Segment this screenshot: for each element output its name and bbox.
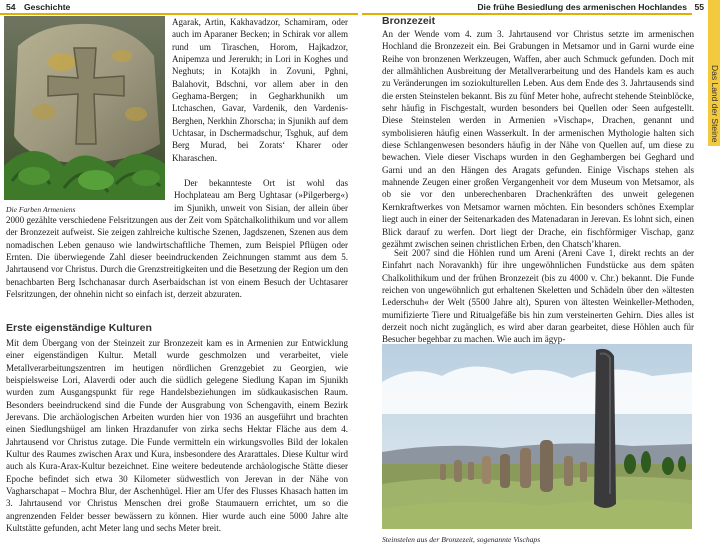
left-running-head: Geschichte <box>24 2 71 12</box>
left-page-number: 54 <box>6 2 16 12</box>
thumb-tab-label <box>708 65 720 215</box>
left-ughtasar-block <box>6 177 348 300</box>
left-ughtasar-paragraph: Der bekannteste Ort ist wohl das Hochplateau am Berg Ughtasar (»Pilgerberg«) im Sjunikh, unweit von Sisian, der allein über 2000 gezählte verschiedene Felsritzungen aus der Zeit vom Spätchalkolithikum und vor allem der Bronzezeit aufweist. Sie zeigen zahlreiche kultische Szenen, Jagdszenen, Szenen aus dem nomadischen Leben genauso wie landwirtschaftliche Themen, zum Beispiel Pflügen oder Ernten. Die überwiegende Zahl dieser beeindruckenden Zeichnungen stammt aus dem 5. Jahrtausend vor Christus. Durch die Grenzstreitigkeiten und die Besetzung der Region um den benachbarten Berg Ischchanasar durch Aserbaidschan ist von einem Besuch der Uchtasarer Felsritzungen, der ohnehin nicht so einfach ist, derzeit abzuraten. <box>6 178 348 300</box>
left-section-paragraph: Mit dem Übergang von der Steinzeit zur Bronzezeit kam es in Armenien zur Entwicklung einer eigenständigen Kultur. Metall wurde geschmolzen und verarbeitet, viele Metallverarbeitungszentren im heutigen nördlichen Grenzgebiet zu Georgien, wie beispielsweise Lori, Alaverdi oder auch die südlich gelegene Siedlung Kapan im Sjunikh wurden zum Ausgangspunkt für rege Handelsbeziehungen im südkaukasischen Raum. Besonders beeindruckend sind die Funde der Ausgrabung von Schengavith, einem Bezirk Jerevans. Die archäologischen Arbeiten wurden hier von 1936 an ausgeführt und brachten einen Siedlungshügel am linken Hrazdanufer von zirka sechs Hektar Fläche aus dem 4. Jahrtausend vor Christus zutage. Die Funde vermitteln ein wirkungsvolles Bild der lokalen Kultur des Raumes zwischen Arax und Kura, insbesondere des Ararattales. Diese Kultur wird auch als Kura-Arax-Kultur bezeichnet. Eine weitere bedeutende archäologische Stätte dieser Epoche befindet sich etwa 30 Kilometer südwestlich von Jerevan in der Nähe von Vagharschapat – Mochra Blur, der Aschenhügel. Hier am Ufer des Flusses Khasach hatten im 3. Jahrtausend vor Christus Menschen drei große Staumauern errichtet, um so die angrenzenden Felder besser bewässern zu können. Hier wurde auch eine 5000 Jahre alte Kultstätte gefunden, acht Meter lang und sechs Meter breit. <box>6 338 348 534</box>
khachkar-photo <box>4 16 165 200</box>
right-header <box>360 0 720 13</box>
left-header <box>0 0 360 13</box>
thumb-tab-text: Das Land der Steine <box>710 65 720 143</box>
vishap-photo <box>382 344 692 529</box>
right-section-heading: Bronzezeit <box>382 15 436 27</box>
right-running-head: Die frühe Besiedlung des armenischen Hochlandes <box>477 2 687 12</box>
right-page <box>360 0 720 548</box>
right-paragraph-1: An der Wende vom 4. zum 3. Jahrtausend vor Christus setzte im armenischen Hochland die Bronzezeit ein. Bei Grabungen in Metsamor und in Garni wurde eine Reihe von bronzenen Werkzeugen, Waffen, aber auch Schmuck gefunden. Doch mit der allmählichen Ausbreitung der Metallverarbeitung und des Handels kam es auch zu Veränderungen im soziokulturellen Leben. Aus dem Ende des 3. Jahrtausends sind die ersten Steinstelen bekannt. Bis zu fünf Meter hohe, aufrecht stehende Steinblöcke, sehr häufig in Fischgestalt, wurden besonders bei Quellen oder Seen aufgestellt. Diese Steinstelen werden in Armenien »Vischap«, Drachen, genannt und symbolisieren häufig einen Wasserkult. In der armenischen Mythologie halten sich diese Schlangenwesen besonders häufig in der Nähe von Quellen auf, um diese zu bewachen. Viele dieser Vischaps wurden in den Geghambergen bei Geghard und Garni und an den Hängen des Aragats gefunden. Einige Vischaps stehen als mahnende Zeugen einer großen Vergangenheit vor dem Museum von Metsamor, als ob sie vor den unberechenbaren Drachenkräften des unweit gelegenen Kernkraftwerkes von Metsamor warnen möchten. Ein besonders schönes Exemplar liegt auch in einer der Seitenarkaden des Matenadaran in Jerevan. Es lohnt sich, einen Blick darauf zu werfen. Dort liegt der Drache, ein fischförmiger Vischap, ganz gezähmt zwischen seinen christlichen Erben, den Chatsch’kharen. <box>382 29 694 249</box>
left-header-rule <box>0 13 358 15</box>
left-intro-paragraph: Agarak, Artin, Kakhavadzor, Schamiram, oder auch im Aparaner Becken; in Schirak vor allem rund um Tiraschen, Horom, Hajkadzor, Anipemza und Jererukh; in Lori in Koghes und Neghuts; in Kotajkh in Zovuni, Pghni, Balahovit, Bdschni, vor allem aber in den Geghama-Bergen; in Gegharkhunikh um Ltchaschen, Gavar, Vardenik, den Vardenis-Berghen, Nerkhin Zhorscha; in Sjunikh auf dem Uchtasar, in Dschermadschur, Tsghuk, auf dem Berg Murad, bei Zorats‘ Kharer oder Kharaschen. <box>172 17 348 163</box>
right-page-number: 55 <box>694 2 704 12</box>
left-figure-caption: Die Farben Armeniens <box>6 205 76 214</box>
right-paragraph-2: Seit 2007 sind die Höhlen rund um Areni (Areni Cave 1, direkt rechts an der Einfahrt nach Noravankh) für ihre ungewöhnlichen Fundstücke aus dem späten Chalkolithikum und der frühen Bronzezeit (bis zu 4000 v. Chr.) bekannt. Die Funde reichen von ungewöhnlich gut erhaltenen Skeletten und Schädeln über den »ältesten Lederschuh« der Welt (5500 Jahre alt), Spuren von ältesten Weinkeller-Methoden, mumifizierte Tiere und Ritualgefäße bis hin zum versteinerten Gehirn. Dies alles ist derzeit noch nicht zugänglich, es wird aber daran gearbeitet, diese Höhlen auch für Besucher begehbar zu machen. Wie auch im ägyp- <box>382 248 694 345</box>
right-figure-caption: Steinstelen aus der Bronzezeit, sogenannte Vischaps <box>382 535 541 544</box>
photo-float-spacer <box>6 177 174 214</box>
left-section-heading: Erste eigenständige Kulturen <box>6 322 152 334</box>
